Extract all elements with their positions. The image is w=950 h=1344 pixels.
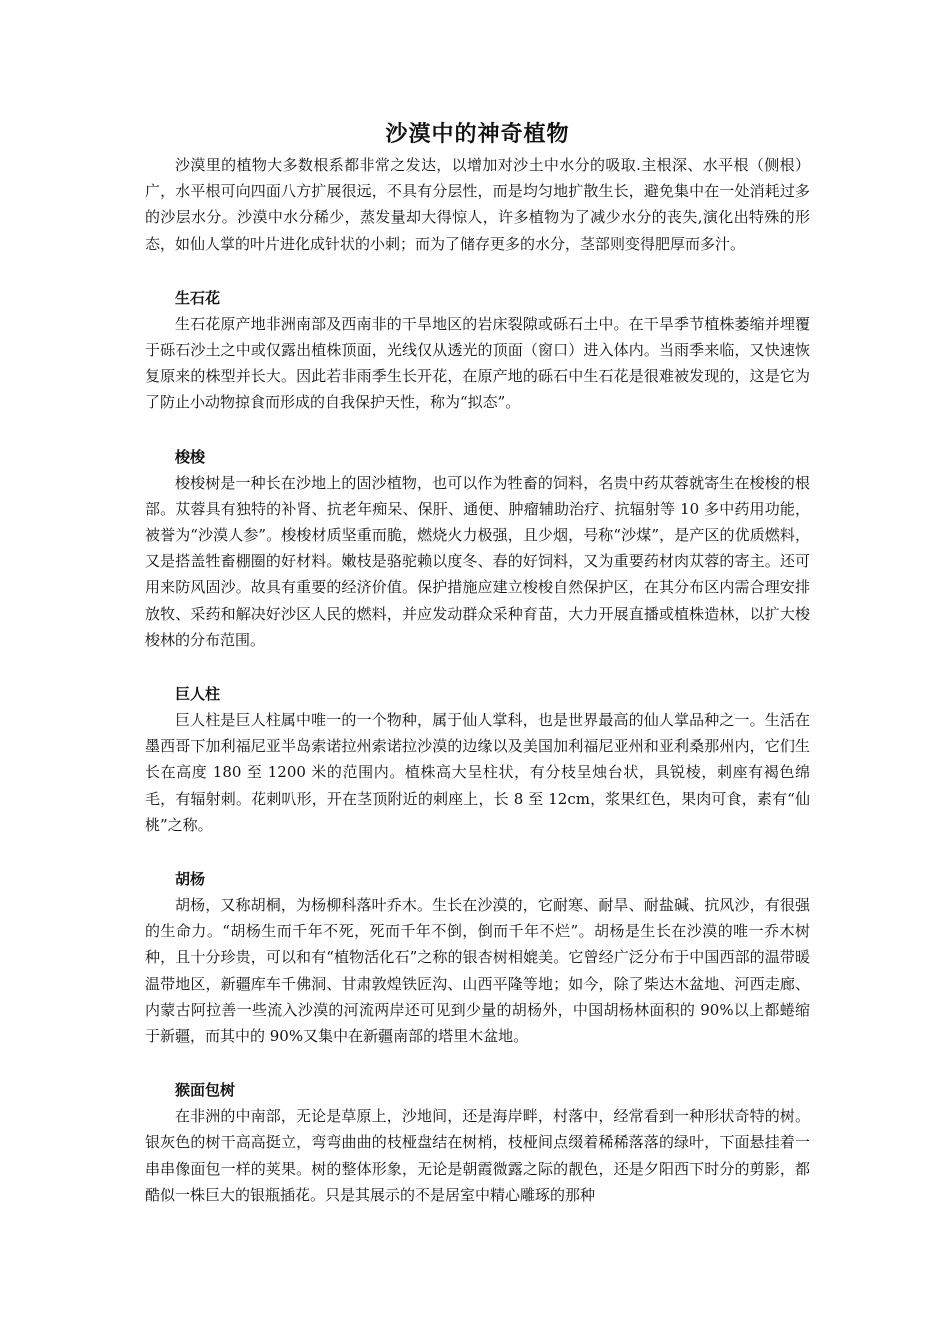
section-jurenzhu	[145, 681, 810, 838]
section-body: 梭梭树是一种长在沙地上的固沙植物，也可以作为牲畜的饲料，名贵中药苁蓉就寄生在梭梭的根部。苁蓉具有独特的补肾、抗老年痴呆、保肝、通便、肿瘤辅助治疗、抗辐射等 10 多中药用功能，被誉为“沙漠人参”。梭梭材质坚重而脆，燃烧火力极强，且少烟，号称“沙煤”，是产区的优质燃料，又是搭盖牲畜棚圈的好材料。嫩枝是骆驼赖以度冬、春的好饲料，又为重要药材肉苁蓉的寄主。还可用来防风固沙。故具有重要的经济价值。保护措施应建立梭梭自然保护区，在其分布区内需合理安排放牧、采药和解决好沙区人民的燃料，并应发动群众采种育苗，大力开展直播或植株造林，以扩大梭梭林的分布范围。	[145, 473, 810, 649]
document-title: 沙漠中的神奇植物	[385, 122, 570, 147]
section-body: 生石花原产地非洲南部及西南非的干旱地区的岩床裂隙或砾石土中。在干旱季节植株萎缩并埋覆于砾石沙土之中或仅露出植株顶面，光线仅从透光的顶面（窗口）进入体内。当雨季来临，又快速恢复原来的株型并长大。因此若非雨季生长开花，在原产地的砾石中生石花是很难被发现的，这是它为了防止小动物掠食而形成的自我保护天性，称为“拟态”。	[145, 314, 810, 412]
section-body: 在非洲的中南部，无论是草原上，沙地间，还是海岸畔，村落中，经常看到一种形状奇特的树。银灰色的树干高高挺立，弯弯曲曲的枝桠盘结在树梢，枝桠间点缀着稀稀落落的绿叶，下面悬挂着一串串像面包一样的荚果。树的整体形象，无论是朝霞微露之际的靓色，还是夕阳西下时分的剪影，都酷似一株巨大的银瓶插花。只是其展示的不是居室中精心雕琢的那种	[145, 1107, 810, 1204]
document-page	[145, 118, 810, 1208]
section-huyang	[145, 866, 810, 1049]
intro-paragraph: 沙漠里的植物大多数根系都非常之发达，以增加对沙土中水分的吸取.主根深、水平根（侧根）广，水平根可向四面八方扩展很远，不具有分层性，而是均匀地扩散生长，避免集中在一处消耗过多的沙层水分。沙漠中水分稀少，蒸发量却大得惊人，许多植物为了减少水分的丧失,演化出特殊的形态，如仙人掌的叶片进化成针状的小刺；而为了储存更多的水分，茎部则变得肥厚而多汁。	[145, 156, 810, 253]
section-heading: 生石花	[175, 288, 221, 307]
section-heading: 胡杨	[175, 870, 206, 889]
section-suosuo	[145, 444, 810, 653]
section-heading: 巨人柱	[175, 685, 221, 704]
section-heading: 梭梭	[175, 447, 206, 466]
section-heading: 猴面包树	[175, 1081, 236, 1100]
section-body: 胡杨，又称胡桐，为杨柳科落叶乔木。生长在沙漠的，它耐寒、耐旱、耐盐碱、抗风沙，有很强的生命力。“胡杨生而千年不死，死而千年不倒，倒而千年不烂”。胡杨是生长在沙漠的唯一乔木树种，且十分珍贵，可以和有“植物活化石”之称的银杏树相媲美。它曾经广泛分布于中国西部的温带暖温带地区，新疆库车千佛洞、甘肃敦煌铁匠沟、山西平隆等地；如今，除了柴达木盆地、河西走廊、内蒙古阿拉善一些流入沙漠的河流两岸还可见到少量的胡杨外，中国胡杨林面积的 90%以上都蜷缩于新疆，而其中的 90%又集中在新疆南部的塔里木盆地。	[145, 896, 810, 1046]
section-houmianbaoshu	[145, 1077, 810, 1208]
section-body: 巨人柱是巨人柱属中唯一的一个物种，属于仙人掌科，也是世界最高的仙人掌品种之一。生活在墨西哥下加利福尼亚半岛索诺拉州索诺拉沙漠的边缘以及美国加利福尼亚州和亚利桑那州内，它们生长在高度 180 至 1200 米的范围内。植株高大呈柱状，有分枝呈烛台状，具锐棱，刺座有褐色绵毛，有辐射刺。花刺叭形，开在茎顶附近的刺座上，长 8 至 12cm，浆果红色，果肉可食，素有“仙桃”之称。	[145, 711, 810, 834]
section-shengshihua	[145, 285, 810, 416]
